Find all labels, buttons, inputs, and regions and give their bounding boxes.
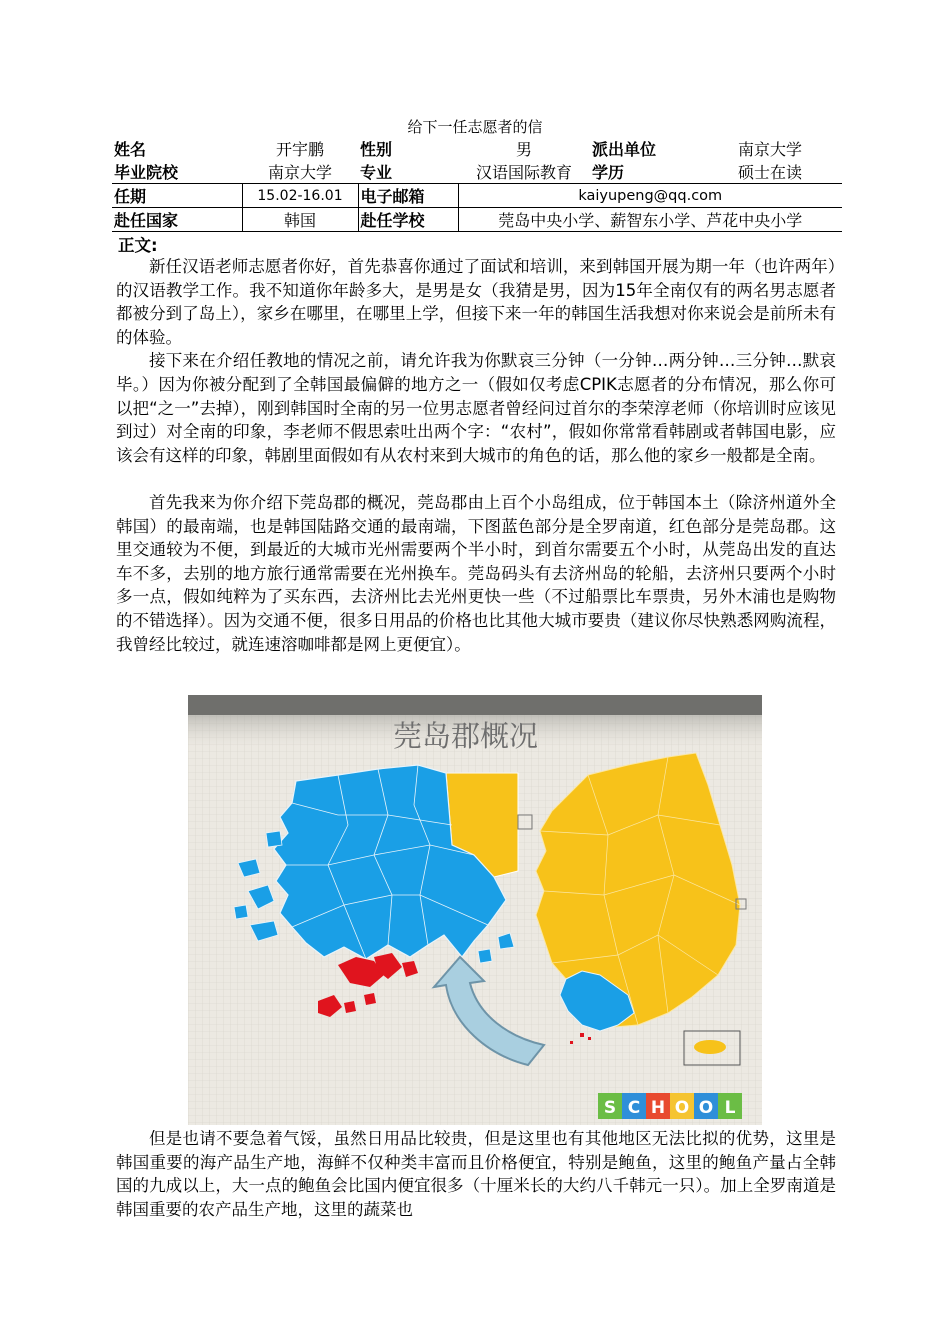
paragraph-2: 接下来在介绍任教地的情况之前，请允许我为你默哀三分钟（一分钟…两分钟…三分钟…默哀毕。）因为你被分配到了全韩国最偏僻的地方之一（假如仅考虑CPIK志愿者的分布情况，那么你可以把“之一”去掉），刚到韩国时全南的另一位男志愿者曾经问过首尔的李荣淳老师（你培训时应该见到过）对全南的印象，李老师不假思索吐出两个字：“农村”，假如你常常看韩剧或者韩国电影，应该会有这样的印象，韩剧里面假如有从农村来到大城市的角色的话，那么他的家乡一般都是全南。 — [116, 351, 836, 465]
info-row-1 — [112, 137, 842, 160]
map-illustration — [188, 695, 762, 1125]
body-section-1 — [116, 255, 836, 656]
gender-value: 男 — [515, 140, 532, 159]
degree-value: 硕士在读 — [698, 160, 842, 184]
info-table — [112, 137, 842, 232]
info-row-2 — [112, 160, 842, 184]
term-value: 15.02-16.01 — [242, 184, 358, 208]
body-heading: 正文: — [118, 236, 158, 255]
paragraph-3: 首先我来为你介绍下莞岛郡的概况，莞岛郡由上百个小岛组成，位于韩国本土（除济州道外全韩国）的最南端，也是韩国陆路交通的最南端，下图蓝色部分是全罗南道，红色部分是莞岛郡。这里交通较为不便，到最近的大城市光州需要两个半小时，到首尔需要五个小时，从莞岛出发的直达车不多，去别的地方旅行通常需要在光州换车。莞岛码头有去济州岛的轮船，去济州只要两个小时多一点，假如纯粹为了买东西，去济州比去光州更快一些（不过船票比车票贵，另外木浦也是购物的不错选择）。因为交通不便，很多日用品的价格也比其他大城市要贵（建议你尽快熟悉网购流程，我曾经比较过，就连速溶咖啡都是网上更便宜）。 — [116, 492, 836, 654]
country-value: 韩国 — [242, 208, 358, 232]
major-value: 汉语国际教育 — [458, 160, 590, 184]
email-label: 电子邮箱 — [358, 184, 458, 208]
name-label: 姓名 — [114, 140, 147, 159]
name-value: 开宇鹏 — [275, 140, 324, 159]
blank-line — [116, 467, 836, 491]
info-row-4 — [112, 208, 842, 232]
info-row-3 — [112, 184, 842, 208]
body-section-2 — [116, 1127, 836, 1221]
wando-map-figure — [188, 695, 762, 1125]
term-label: 任期 — [114, 187, 147, 206]
unit-value: 南京大学 — [737, 140, 802, 159]
svg-text:S: S — [603, 1098, 617, 1118]
target-school-value: 莞岛中央小学、薪智东小学、芦花中央小学 — [458, 208, 842, 232]
paragraph-4: 但是也请不要急着气馁，虽然日用品比较贵，但是这里也有其他地区无法比拟的优势，这里是韩国重要的海产品生产地，海鲜不仅种类丰富而且价格便宜，特别是鲍鱼，这里的鲍鱼产量占全韩国的九成以上，大一点的鲍鱼会比国内便宜很多（十厘米长的大约八千韩元一只）。加上全罗南道是韩国重要的农产品生产地，这里的蔬菜也 — [116, 1129, 836, 1219]
school-label: 毕业院校 — [112, 160, 242, 184]
letter-title: 给下一任志愿者的信 — [407, 118, 543, 136]
school-logo — [598, 1093, 742, 1119]
svg-text:L: L — [724, 1098, 736, 1118]
paragraph-1: 新任汉语老师志愿者你好，首先恭喜你通过了面试和培训，来到韩国开展为期一年（也许两年）的汉语教学工作。我不知道你年龄多大，是男是女（我猜是男，因为15年全南仅有的两名男志愿者都被分到了岛上），家乡在哪里，在哪里上学，但接下来一年的韩国生活我想对你来说会是前所未有的体验。 — [116, 257, 836, 347]
svg-text:C: C — [627, 1098, 641, 1118]
svg-text:O: O — [698, 1098, 714, 1118]
svg-text:O: O — [674, 1098, 690, 1118]
gender-label: 性别 — [360, 140, 393, 159]
email-value: kaiyupeng@qq.com — [458, 184, 842, 208]
school-value: 南京大学 — [242, 160, 358, 184]
svg-text:H: H — [650, 1098, 666, 1118]
target-school-label: 赴任学校 — [358, 208, 458, 232]
unit-label: 派出单位 — [592, 140, 657, 159]
figure-title: 莞岛郡概况 — [393, 719, 539, 753]
country-label: 赴任国家 — [112, 208, 242, 232]
major-label: 专业 — [358, 160, 458, 184]
jeju-island — [694, 1040, 726, 1054]
degree-label: 学历 — [590, 160, 698, 184]
